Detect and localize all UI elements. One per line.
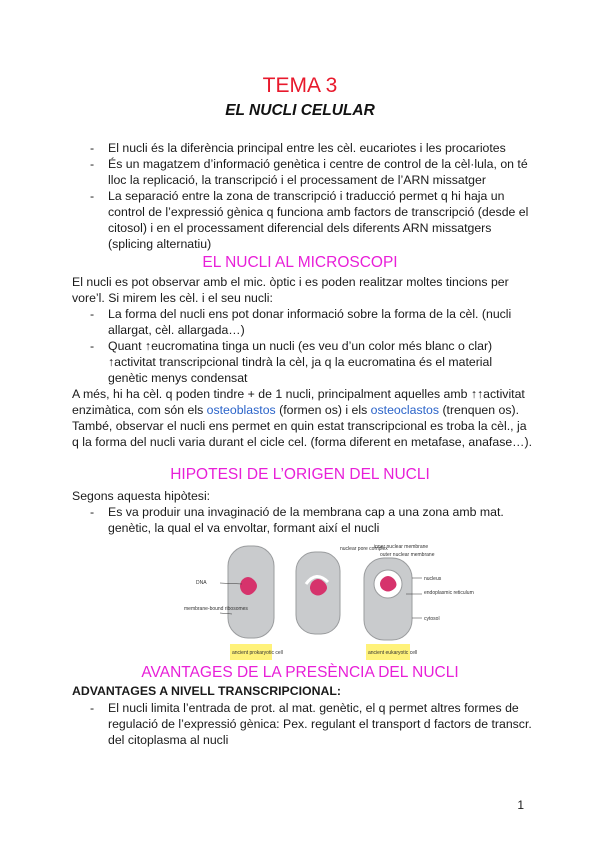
- label-inner-nuclear-membrane: inner nuclear membrane: [374, 544, 429, 550]
- osteoclasts-term: osteoclastos: [370, 403, 440, 417]
- nucleus-origin-figure: [180, 538, 474, 666]
- hipotesi-section: [72, 488, 532, 536]
- list-item: - És un magatzem d’informació genètica i centre de control de la cèl·lula, on té lloc la replicació, la transcripció i el processament de l’ARN missatger: [72, 156, 532, 188]
- microscopi-lead: El nucli es pot observar amb el mic. òptic i es poden realitzar moltes tincions per vore’l. Si mirem les cèl. i el seu nucli:: [72, 275, 509, 305]
- page-title: TEMA 3: [262, 74, 338, 97]
- label-outer-nuclear-membrane: outer nuclear membrane: [380, 552, 435, 558]
- paragraph-text: (formen os) i els: [275, 403, 371, 417]
- intro-list: [72, 140, 532, 252]
- section-heading-hipotesi: HIPOTESI DE L’ORIGEN DEL NUCLI: [170, 466, 430, 483]
- list-item: - Quant ↑eucromatina tinga un nucli (es veu d’un color més blanc o clar) ↑activitat transcripcional tindrà la cèl, ja q la eucromatina és el material genètic menys condensat: [72, 338, 532, 386]
- microscopi-section: [72, 274, 532, 450]
- label-nuclear-pore-complex: nuclear pore complex: [340, 546, 388, 552]
- intro-section: [72, 140, 532, 252]
- avantatges-section: [72, 700, 532, 748]
- list-item: - El nucli limita l’entrada de prot. al mat. genètic, el q permet altres formes de regulació de l’expressió gènica: Pex. regulant el transport d factors de transcr. del citoplasma al nucli: [72, 700, 532, 748]
- list-item: - Es va produir una invaginació de la membrana cap a una zona amb mat. genètic, la qual el va envoltar, formant així el nucli: [72, 504, 532, 536]
- subheading-transcripcional: ADVANTAGES A NIVELL TRANSCRIPCIONAL:: [72, 684, 341, 698]
- label-nucleus: nucleus: [424, 576, 442, 582]
- label-membrane-bound-ribosomes: membrane-bound ribosomes: [184, 606, 248, 612]
- avantatges-list: [72, 700, 532, 748]
- caption-prokaryotic: ancient prokaryotic cell: [232, 650, 283, 656]
- label-er: endoplasmic reticulum: [424, 590, 474, 596]
- section-heading-microscopi: EL NUCLI AL MICROSCOPI: [202, 254, 398, 271]
- list-item: - La separació entre la zona de transcripció i traducció permet q hi haja un control de l’expressió gènica q funciona amb factors de transcripció (desde el citosol) i en el processament diferencial dels diferents ARN missatgers (splicing alternatiu): [72, 188, 532, 252]
- label-dna: DNA: [196, 580, 207, 586]
- page-subtitle: EL NUCLI CELULAR: [225, 102, 375, 119]
- label-cytosol: cytosol: [424, 616, 440, 622]
- page-number: 1: [517, 798, 524, 812]
- microscopi-list: [72, 306, 532, 386]
- osteoblasts-term: osteoblastos: [206, 403, 276, 417]
- list-item: - La forma del nucli ens pot donar informació sobre la forma de la cèl. (nucli allargat, cèl. allargada…): [72, 306, 532, 338]
- section-heading-avantatges: AVANTAGES DE LA PRESÈNCIA DEL NUCLI: [141, 664, 459, 681]
- caption-eukaryotic: ancient eukaryotic cell: [368, 650, 418, 656]
- paragraph-text: A més, hi ha cèl. q poden tindre + de 1 nucli, principalment aquelles amb ↑↑activitat enzimàtica, com són els: [72, 387, 525, 417]
- list-item: - El nucli és la diferència principal entre les cèl. eucariotes i les procariotes: [72, 140, 532, 156]
- hipotesi-list: [72, 504, 532, 536]
- paragraph-text: (trenquen os). També, observar el nucli ens permet en quin estat transcripcional es troba la cèl., ja q la forma del nucli varia durant el cicle cel. (forma diferent en metafase, anafase…).: [72, 403, 532, 449]
- microscopi-paragraph: [72, 386, 532, 450]
- hipotesi-lead: Segons aquesta hipòtesi:: [72, 489, 211, 503]
